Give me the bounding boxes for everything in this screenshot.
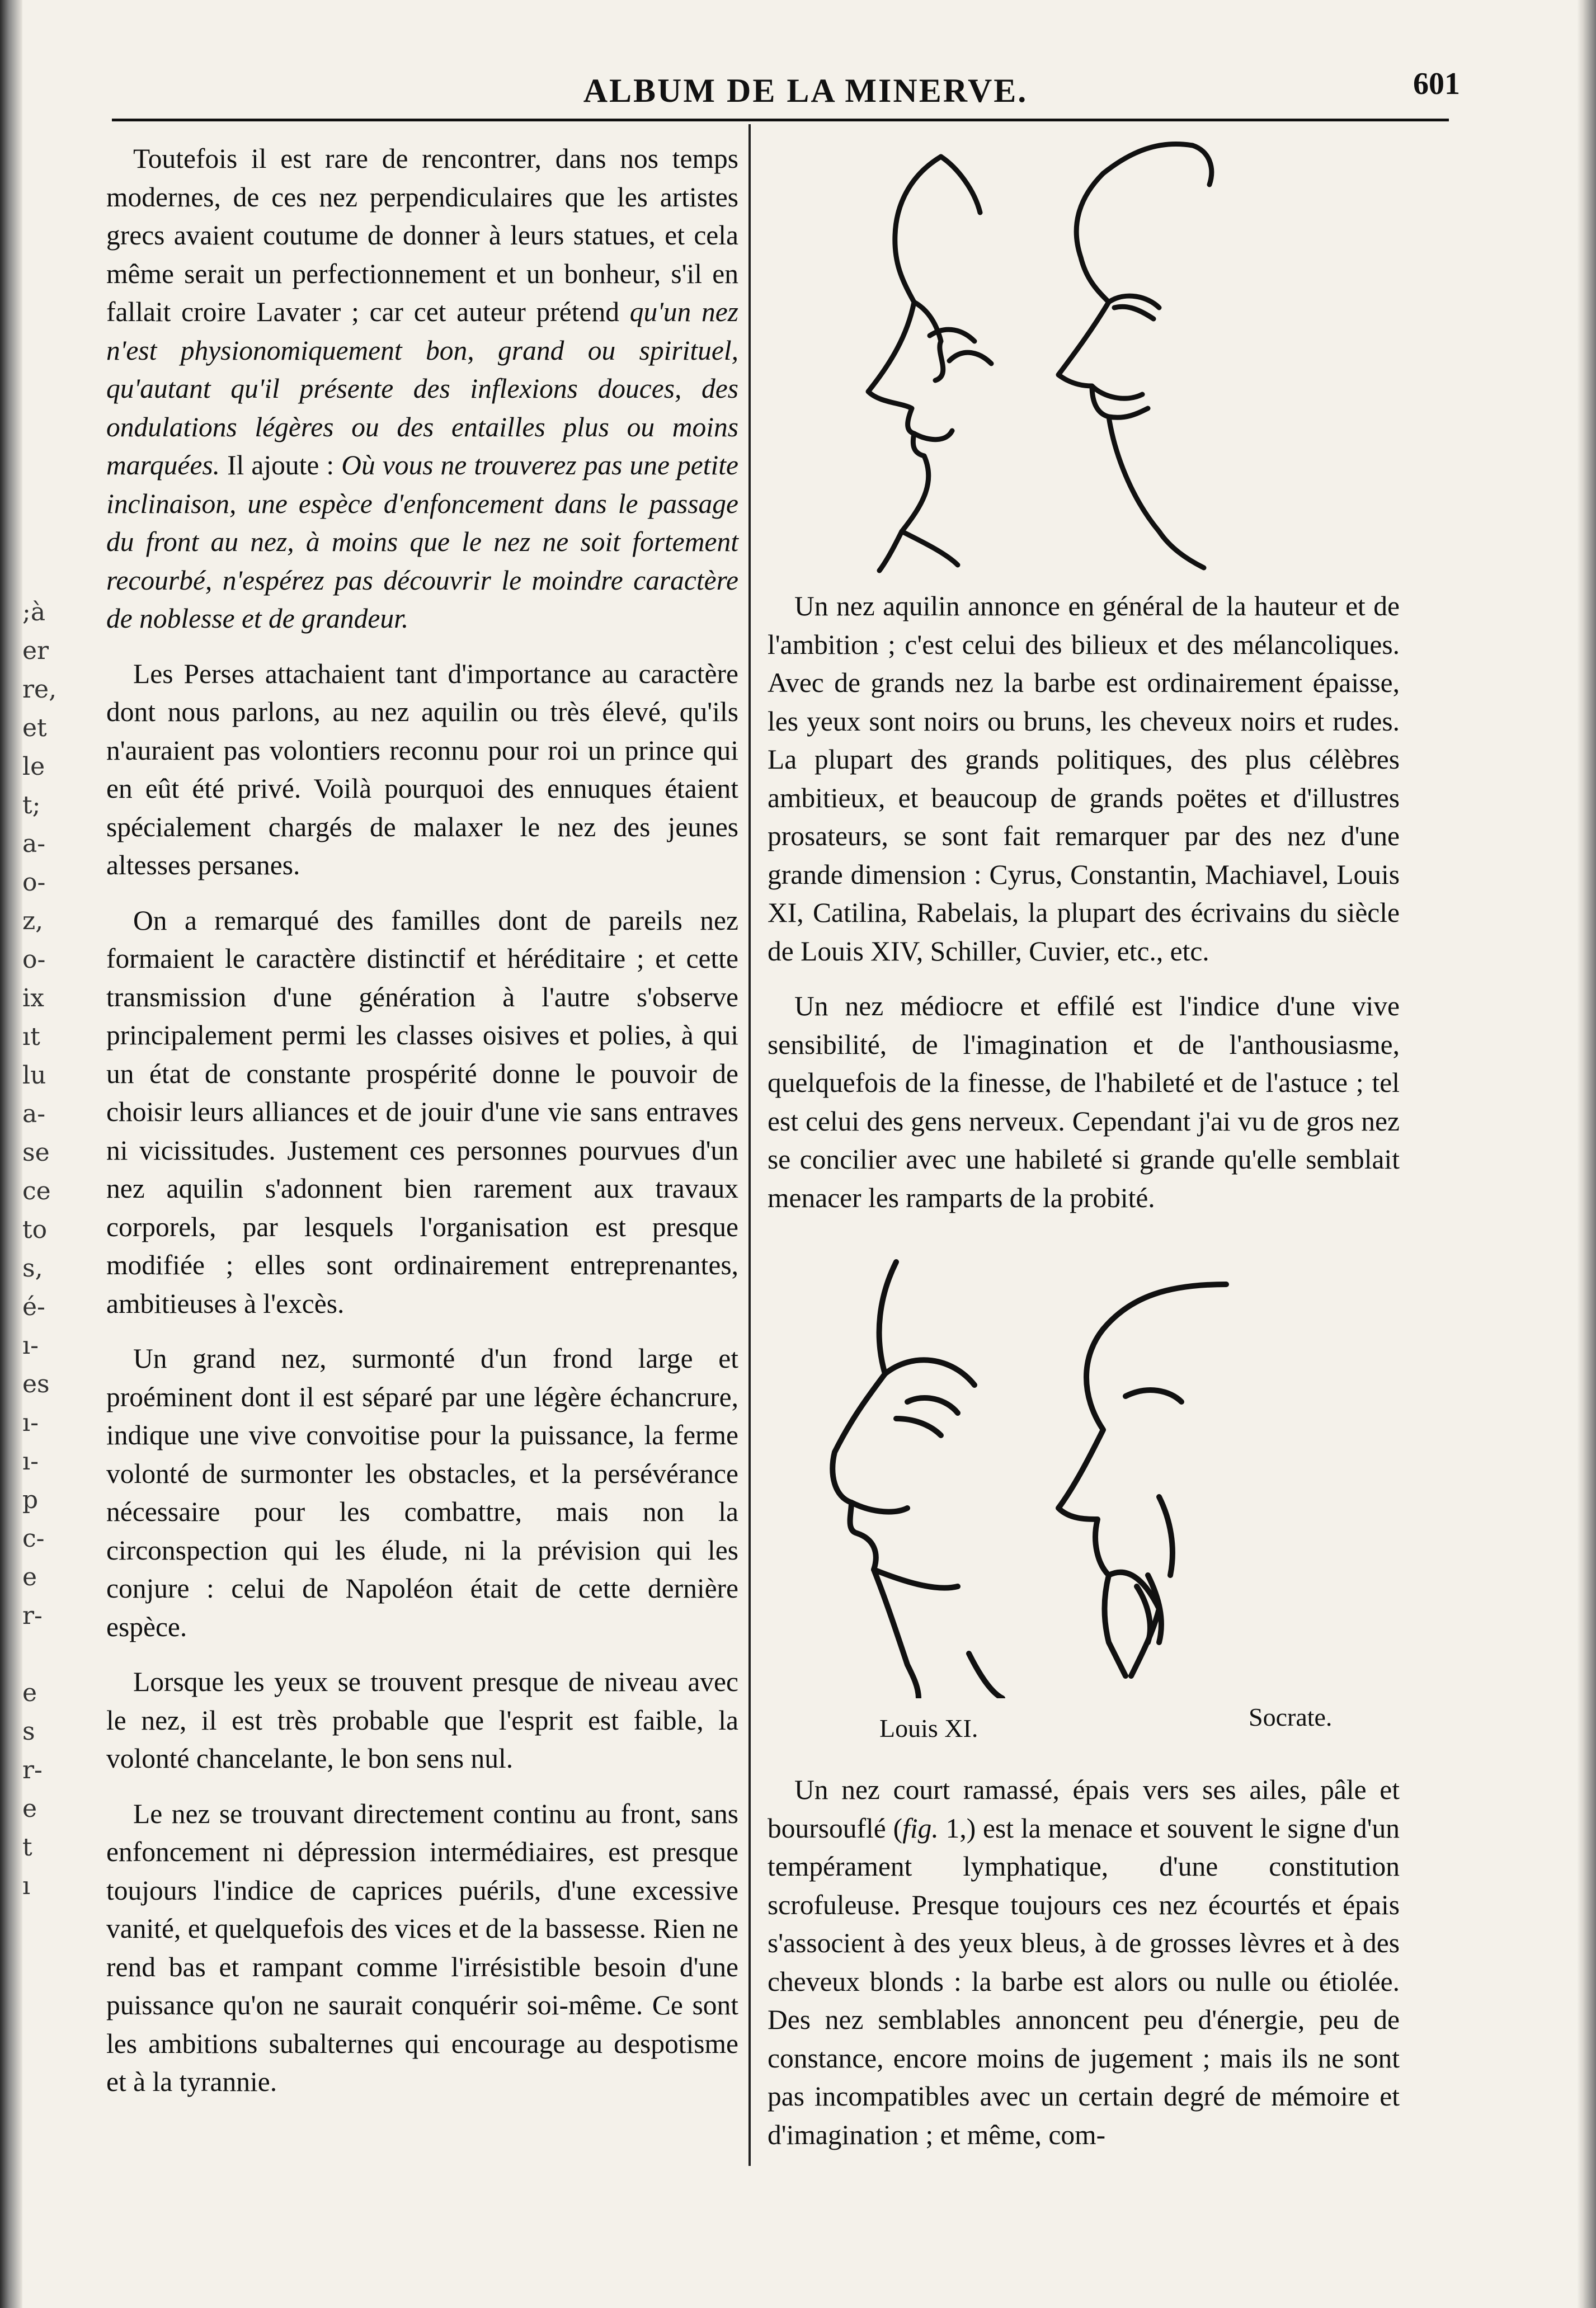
louis-xi-socrate-illustration xyxy=(768,1251,1400,1698)
margin-fragment: re, xyxy=(22,675,57,704)
text-run: Il ajoute : xyxy=(220,450,342,481)
right-column xyxy=(768,140,1400,2154)
margin-fragment: lu xyxy=(22,1061,46,1090)
margin-fragment: t xyxy=(22,1833,32,1862)
left-column xyxy=(106,140,738,2102)
italic-quote: Où vous ne trouverez pas une petite inclinaison, une espèce d'enfoncement dans le passage du front au nez, à moins que le nez ne soit fortement recourbé, n'espérez pas découvrir le moindre caractère de noblesse et de grandeur. xyxy=(106,450,738,634)
caption-socrate: Socrate. xyxy=(1249,1703,1333,1731)
margin-fragment: to xyxy=(22,1216,48,1244)
margin-fragment: er xyxy=(22,637,49,665)
margin-fragment: c- xyxy=(22,1524,45,1553)
paragraph-lavater xyxy=(106,140,738,638)
caption-louis-xi: Louis XI. xyxy=(879,1714,978,1742)
margin-fragment: é- xyxy=(22,1293,45,1321)
margin-fragment: r- xyxy=(22,1602,43,1630)
text-run: 1,) est la menace et souvent le signe d'un tempérament lymphatique, d'une constitution scrofuleuse. Presque toujours ces nez écourtés et épais s'associent à des yeux bleus, à de grosses lèvres et à des cheveux blonds : la barbe est alors ou nulle ou étiolée. Des nez semblables annoncent peu d'énergie, peu de constance, encore moins de jugement ; mais ils ne sont pas incompatibles avec un certain degré de mémoire et d'imagination ; et même, com- xyxy=(768,1812,1400,2150)
margin-fragment: es xyxy=(22,1370,50,1398)
profile-illustrations-bottom xyxy=(768,1251,1400,1771)
figure-reference: fig. xyxy=(902,1812,939,1844)
margin-fragment: e xyxy=(22,1563,37,1591)
margin-fragment: p xyxy=(22,1486,39,1514)
margin-fragment: s, xyxy=(22,1254,43,1283)
text-run: Un nez court ramassé, épais vers ses ailes, pâle et boursouflé ( xyxy=(768,1774,1400,1844)
margin-fragment: ı xyxy=(22,1872,31,1900)
two-profiles-illustration xyxy=(768,140,1400,587)
margin-fragment: ıt xyxy=(22,1023,40,1051)
margin-fragment: ı- xyxy=(22,1447,39,1476)
paragraph-familles: On a remarqué des familles dont de pareils nez formaient le caractère distinctif et héréditaire ; et cette transmission d'une génération à l'autre s'observe principalement permi les classes oisives et polies, à qui un état de constante prospérité donne le pouvoir de choisir leurs alliances et de jouir d'une vie sans entraves ni vicissitudes. Justement ces personnes pourvues d'un nez aquilin s'adonnent bien rarement aux travaux corporels, par lesquels l'organisation est presque modifiée ; elles sont ordinairement entreprenantes, ambitieuses à l'excès. xyxy=(106,905,738,1319)
margin-fragment: r- xyxy=(22,1756,43,1784)
paragraph-nez-continu: Le nez se trouvant directement continu au front, sans enfoncement ni dépression intermédiaires, est presque toujours l'indice de caprices puérils, d'une excessive vanité, et quelquefois des vices et de la bassesse. Rien ne rend bas et rampant comme l'irrésistible besoin d'une puissance qu'on ne saurait conquérir soi-même. Ce sont les ambitions subalternes qui encourage au despotisme et à la tyrannie. xyxy=(106,1798,738,2097)
margin-fragment: ı- xyxy=(22,1331,39,1360)
margin-fragment: e xyxy=(22,1679,37,1707)
profile-illustrations-top xyxy=(768,140,1400,587)
margin-fragment xyxy=(22,1635,56,1674)
running-title: ALBUM DE LA MINERVE. xyxy=(583,72,1028,109)
text-run: Toutefois il est rare de rencontrer, dans nos temps modernes, de ces nez perpendiculaires que les artistes grecs avaient coutume de donner à leurs statues, et cela même serait un perfectionnement et un bonheur, s'il en fallait croire Lavater ; car cet auteur prétend xyxy=(106,143,738,327)
page-edge-right xyxy=(1577,0,1596,2308)
margin-fragment: z, xyxy=(22,907,44,935)
margin-fragment: a- xyxy=(22,1100,46,1128)
header-rule xyxy=(112,119,1449,121)
paragraph-perses: Les Perses attachaient tant d'importance au caractère dont nous parlons, au nez aquilin ou très élevé, qu'ils n'auraient pas volontiers reconnu pour roi un prince qui en eût été privé. Voilà pourquoi des ennuques étaient spécialement chargés de malaxer le nez des jeunes altesses persanes. xyxy=(106,658,738,880)
paragraph-nez-mediocre: Un nez médiocre et effilé est l'indice d'une vive sensibilité, de l'imagination et de l'anthousiasme, quelquefois de la finesse, de l'habileté et de l'astuce ; tel est celui des gens nerveux. Cependant j'ai vu de gros nez se concilier avec une habileté si grande qu'elle semblait menacer les ramparts de la probité. xyxy=(768,991,1400,1213)
margin-fragment: ce xyxy=(22,1177,51,1205)
margin-fragment: a- xyxy=(22,830,46,858)
margin-fragment: le xyxy=(22,752,45,781)
margin-fragment: ix xyxy=(22,984,44,1012)
paragraph-yeux: Lorsque les yeux se trouvent presque de niveau avec le nez, il est très probable que l'esprit est faible, la volonté chancelante, le bon sens nul. xyxy=(106,1666,738,1774)
margin-fragment: o- xyxy=(22,868,46,897)
margin-fragment: ı- xyxy=(22,1409,39,1437)
margin-fragment: o- xyxy=(22,945,46,974)
margin-fragment: se xyxy=(22,1138,50,1167)
page-edge-left xyxy=(0,0,22,2308)
paragraph-nez-court xyxy=(768,1771,1400,2154)
column-divider xyxy=(748,124,751,2166)
margin-fragment: t; xyxy=(22,791,41,819)
margin-fragment: et xyxy=(22,714,47,742)
margin-fragment: ;à xyxy=(22,598,46,627)
margin-fragment: s xyxy=(22,1717,35,1746)
paragraph-nez-aquilin: Un nez aquilin annonce en général de la hauteur et de l'ambition ; c'est celui des bilieux et des mélancoliques. Avec de grands nez la barbe est ordinairement épaisse, les yeux sont noirs ou bruns, les cheveux noirs et rudes. La plupart des grands politiques, des plus célèbres ambitieux, et beaucoup de grands poëtes et d'illustres prosateurs, se sont fait remarquer par des nez d'une grande dimension : Cyrus, Constantin, Machiavel, Louis XI, Catilina, Rabelais, la plupart des écrivains du siècle de Louis XIV, Schiller, Cuvier, etc., etc. xyxy=(768,591,1400,967)
paragraph-grand-nez: Un grand nez, surmonté d'un frond large et proéminent dont il est séparé par une légère échancrure, indique une vive convoitise pour la puissance, la ferme volonté de surmonter les obstacles, et la persévérance nécessaire pour les combattre, mais non la circonspection qui les élude, ni la prévision qui les conjure : celui de Napoléon était de cette dernière espèce. xyxy=(106,1343,738,1642)
italic-quote: qu'un nez n'est physionomiquement bon, grand ou spirituel, qu'autant qu'il présente des inflexions douces, des ondulations légères ou des entailles plus ou moins marquées. xyxy=(106,296,738,481)
previous-page-margin-fragments xyxy=(22,593,56,2081)
margin-fragment: e xyxy=(22,1794,37,1823)
page-number: 601 xyxy=(1413,67,1460,101)
